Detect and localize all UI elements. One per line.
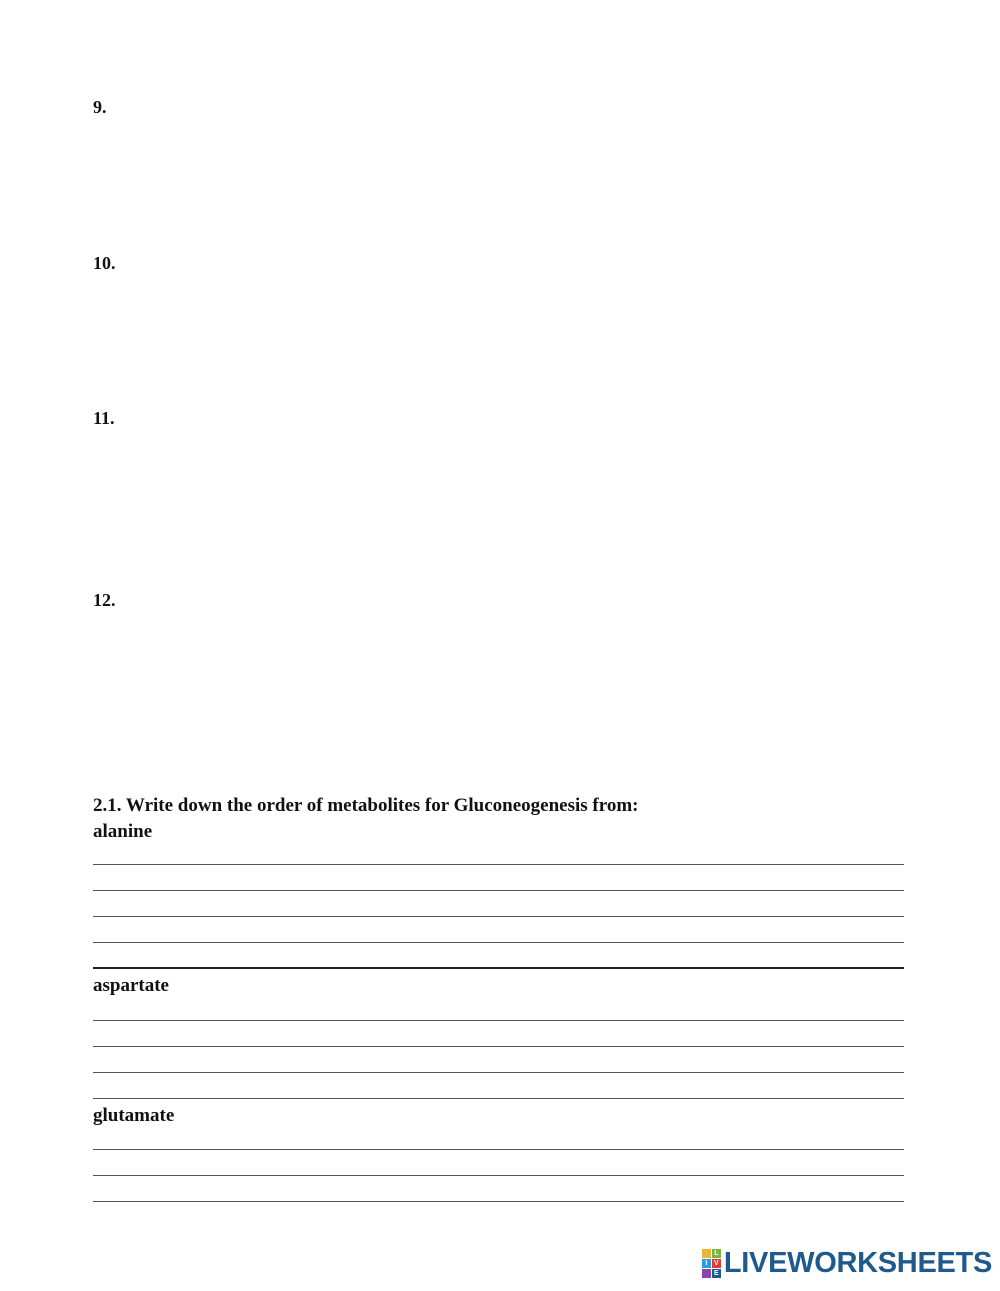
answer-line[interactable] [93,1020,904,1021]
subheading-aspartate: aspartate [93,975,169,996]
answer-line[interactable] [93,1072,904,1073]
logo-block-letter: V [712,1259,721,1268]
answer-line[interactable] [93,916,904,917]
logo-block-letter: L [712,1249,721,1258]
subheading-glutamate: glutamate [93,1105,175,1126]
answer-line[interactable] [93,1149,904,1150]
brand-name: LIVEWORKSHEETS [723,1247,992,1279]
logo-blocks-icon [702,1249,721,1278]
liveworksheets-logo [702,1248,992,1278]
question-number-9: 9. [93,97,107,117]
answer-line[interactable] [93,942,904,943]
answer-line[interactable] [93,890,904,891]
answer-line[interactable] [93,1175,904,1176]
answer-line[interactable] [93,1201,904,1202]
logo-block-letter: I [702,1259,711,1268]
logo-block-letter: E [712,1269,721,1278]
answer-line[interactable] [93,864,904,865]
logo-block [702,1249,711,1258]
question-number-11: 11. [93,408,115,428]
subheading-alanine: alanine [93,821,153,842]
question-number-10: 10. [93,253,116,273]
section-heading: 2.1. Write down the order of metabolites for Gluconeogenesis from: [93,795,639,816]
question-number-12: 12. [93,590,116,610]
answer-line[interactable] [93,1046,904,1047]
answer-line[interactable] [93,967,904,969]
answer-line[interactable] [93,1098,904,1099]
logo-block [702,1269,711,1278]
